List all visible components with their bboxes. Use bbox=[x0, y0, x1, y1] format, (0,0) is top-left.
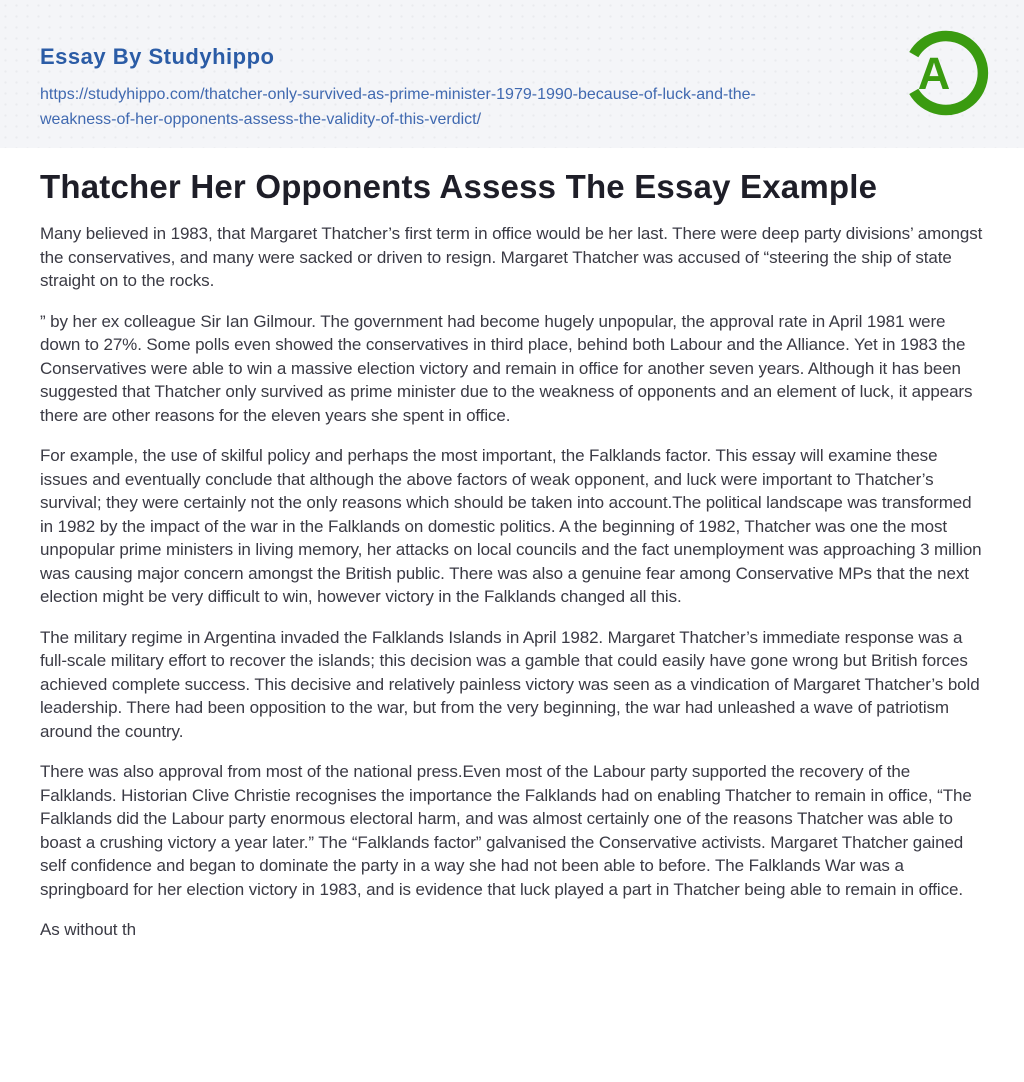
article-title: Thatcher Her Opponents Assess The Essay Example bbox=[40, 168, 878, 205]
article-paragraph: ” by her ex colleague Sir Ian Gilmour. The government had become hugely unpopular, the approval rate in April 1981 were down to 27%. Some polls even showed the conservatives in third place, behind both Labour and the Alliance. Yet in 1983 the Conservatives were able to win a massive election victory and remain in office for another seven years. Although it has been suggested that Thatcher only survived as prime minister due to the weakness of opponents and an element of luck, it appears there are other reasons for the eleven years she spent in office. bbox=[40, 311, 973, 425]
logo-letter: A bbox=[917, 48, 951, 99]
article-paragraph: For example, the use of skilful policy and perhaps the most important, the Falklands factor. This essay will examine these issues and eventually conclude that although the above factors of weak opponent, and luck were important to Thatcher’s survival; they were certainly not the only reasons which should be taken into account.The political landscape was transformed in 1982 by the impact of the war in the Falklands on domestic politics. A the beginning of 1982, Thatcher was one the most unpopular prime ministers in living memory, her attacks on local councils and the fact unemployment was approaching 3 million was causing major concern amongst the British public. There was also a genuine fear among Conservative MPs that the next election might be very difficult to win, however victory in the Falklands changed all this. bbox=[40, 446, 982, 606]
source-url-link[interactable]: https://studyhippo.com/thatcher-only-survived-as-prime-minister-1979-1990-because-of-luck-and-the-weakness-of-her-opponents-assess-the-validity-of-this-verdict/ bbox=[40, 86, 756, 128]
article-paragraph: The military regime in Argentina invaded the Falklands Islands in April 1982. Margaret Thatcher’s immediate response was a full-scale military effort to recover the islands; this decision was a gamble that could easily have gone wrong but British forces achieved complete success. This decisive and relatively painless victory was seen as a vindication of Margaret Thatcher’s bold leadership. There had been opposition to the war, but from the very beginning, the war had unleashed a wave of patriotism around the country. bbox=[40, 627, 980, 741]
article-body bbox=[40, 222, 984, 942]
studyhippo-logo bbox=[898, 26, 992, 120]
article-content bbox=[0, 148, 1024, 942]
article-paragraph: As without th bbox=[40, 920, 137, 939]
page-header bbox=[0, 0, 1024, 148]
site-label: Essay By Studyhippo bbox=[40, 44, 275, 69]
logo-arc-icon bbox=[898, 26, 992, 120]
article-paragraph: There was also approval from most of the national press.Even most of the Labour party supported the recovery of the Falklands. Historian Clive Christie recognises the importance the Falklands had on enabling Thatcher to remain in office, “The Falklands did the Labour party enormous electoral harm, and was almost certainly one of the reasons Thatcher was able to boast a crushing victory a year later.” The “Falklands factor” galvanised the Conservative activists. Margaret Thatcher gained self confidence and began to dominate the party in a way she had not been able to before. The Falklands War was a springboard for her election victory in 1983, and is evidence that luck played a part in Thatcher being able to remain in office. bbox=[40, 762, 972, 899]
article-paragraph: Many believed in 1983, that Margaret Thatcher’s first term in office would be her last. There were deep party divisions’ amongst the conservatives, and many were sacked or driven to resign. Margaret Thatcher was accused of “steering the ship of state straight on to the rocks. bbox=[40, 224, 983, 290]
